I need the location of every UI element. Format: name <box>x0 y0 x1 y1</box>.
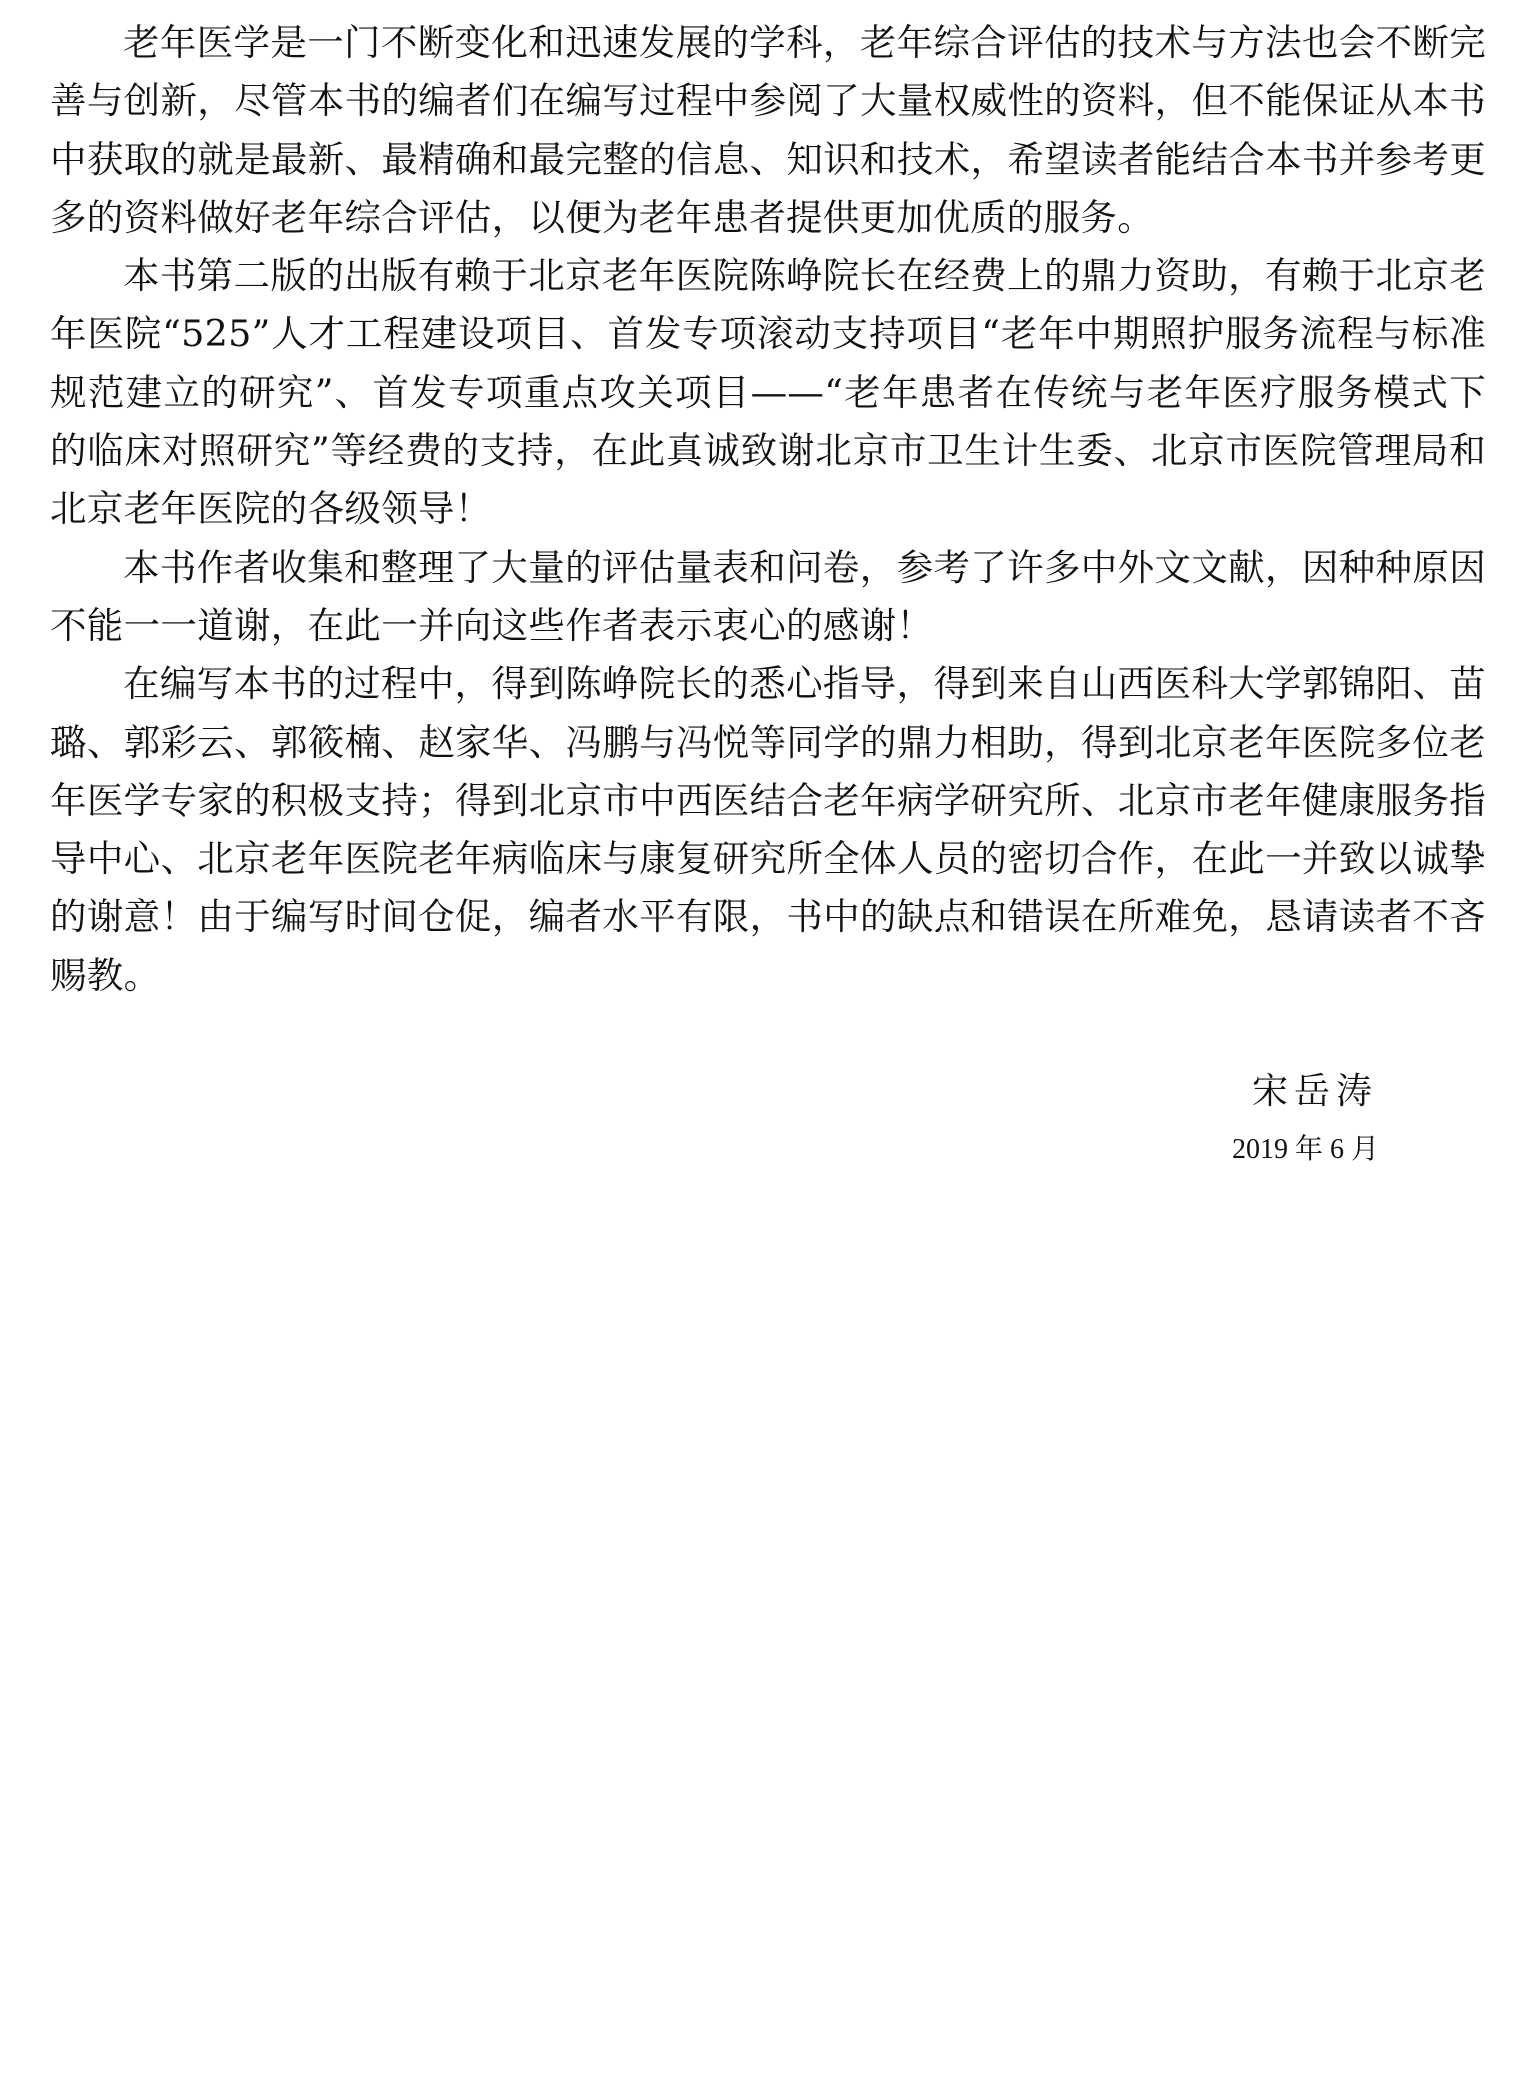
signature-date: 2019 年 6 月 <box>1232 1134 1380 1165</box>
preface-body <box>50 14 1486 1005</box>
paragraph-1: 老年医学是一门不断变化和迅速发展的学科，老年综合评估的技术与方法也会不断完善与创新，尽管本书的编者们在编写过程中参阅了大量权威性的资料，但不能保证从本书中获取的就是最新、最精确和最完整的信息、知识和技术，希望读者能结合本书并参考更多的资料做好老年综合评估，以便为老年患者提供更加优质的服务。 <box>50 21 1486 239</box>
paragraph-3: 本书作者收集和整理了大量的评估量表和问卷，参考了许多中外文文献，因种种原因不能一一道谢，在此一并向这些作者表示衷心的感谢！ <box>50 545 1486 647</box>
author-signature: 宋岳涛 <box>1252 1071 1379 1112</box>
paragraph-2: 本书第二版的出版有赖于北京老年医院陈峥院长在经费上的鼎力资助，有赖于北京老年医院“525”人才工程建设项目、首发专项滚动支持项目“老年中期照护服务流程与标准规范建立的研究”、首发专项重点攻关项目——“老年患者在传统与老年医疗服务模式下的临床对照研究”等经费的支持，在此真诚致谢北京市卫生计生委、北京市医院管理局和北京老年医院的各级领导！ <box>50 254 1486 531</box>
paragraph-4: 在编写本书的过程中，得到陈峥院长的悉心指导，得到来自山西医科大学郭锦阳、苗璐、郭彩云、郭筱楠、赵家华、冯鹏与冯悦等同学的鼎力相助，得到北京老年医院多位老年医学专家的积极支持；得到北京市中西医结合老年病学研究所、北京市老年健康服务指导中心、北京老年医院老年病临床与康复研究所全体人员的密切合作，在此一并致以诚挚的谢意！由于编写时间仓促，编者水平有限，书中的缺点和错误在所难免，恳请读者不吝赐教。 <box>50 662 1486 997</box>
